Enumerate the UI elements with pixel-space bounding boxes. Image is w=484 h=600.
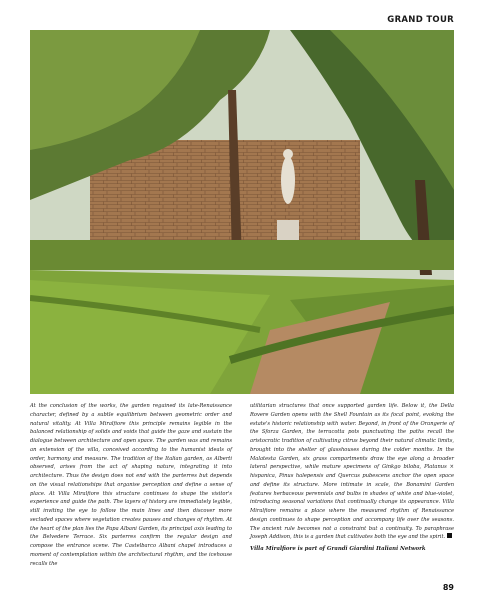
garden-photo [30, 30, 454, 394]
article-column-left [30, 402, 232, 568]
network-credit: Villa Miralfiore is part of Grandi Giardini Italiani Network [250, 546, 426, 552]
garden-illustration [30, 30, 454, 394]
article-text-right-body: utilitarian structures that once supported garden life. Below it, the Della Rovere Garden opens with the Shell Fountain as its focal point, evoking the estate's historic relationship with water. Beyond, in front of the Orangerie of the Sforza Garden, the terracotta pots punctuating the paths recall the aristocratic tradition of cultivating citrus beyond their natural climatic limits, brought into the shelter of glasshouses during the colder months. In the Malatesta Garden, six grass compartments draw the eye along a broader lateral perspective, while mature specimens of Ginkgo biloba, Platanus × hispanica, Pinus halepensis and Quercus pubescens anchor the open space and define its structure. More intimate in scale, the Bonamini Garden features herbaceous perennials and bulbs in shades of white and blue-violet, introducing seasonal variations that continually change its appearance. Villa Miralfiore remains a place where the measured rhythm of Renaissance design continues to shape perception and accompany life over the seasons. The ancient rule becomes not a constraint but a continuity. To paraphrase Joseph Addison, this is a garden that cultivates both the eye and the spirit. [250, 403, 454, 541]
article-text-right [250, 402, 454, 542]
end-of-article-mark [447, 533, 452, 538]
article-column-right [250, 402, 454, 554]
section-header: GRAND TOUR [387, 15, 454, 25]
page-number: 89 [442, 583, 454, 592]
article-text-left: At the conclusion of the works, the garden regained its late-Renaissance character, defined by a subtle equilibrium between geometric order and natural vitality. At Villa Miralfiore this principle remains legible in the balanced relationship of solids and voids that guide the gaze and sustain the dialogue between architecture and open space. The garden was and remains an extension of the villa, conceived according to the humanist ideals of order, harmony and measure. The tradition of the Italian garden, as Alberti observed, arises from the act of shaping nature, integrating it into architecture. Thus the design does not end with the parterres but depends on the visual relationships that organise perception and define a sense of place. At Villa Miralfiore this structure continues to shape the visitor's experience and guide the path. The layers of history are immediately legible, still inviting the eye to follow the main lines and then discover more secluded spaces where vegetation creates pauses and changes of rhythm. At the heart of the plan lies the Papa Albani Garden, its principal axis leading to the Belvedere Terrace. Six parterres confirm the regular design and compose the entrance scene. The Castelbarco Albani chapel introduces a moment of contemplation within the architectural rhythm, and the icehouse recalls the [30, 403, 232, 567]
